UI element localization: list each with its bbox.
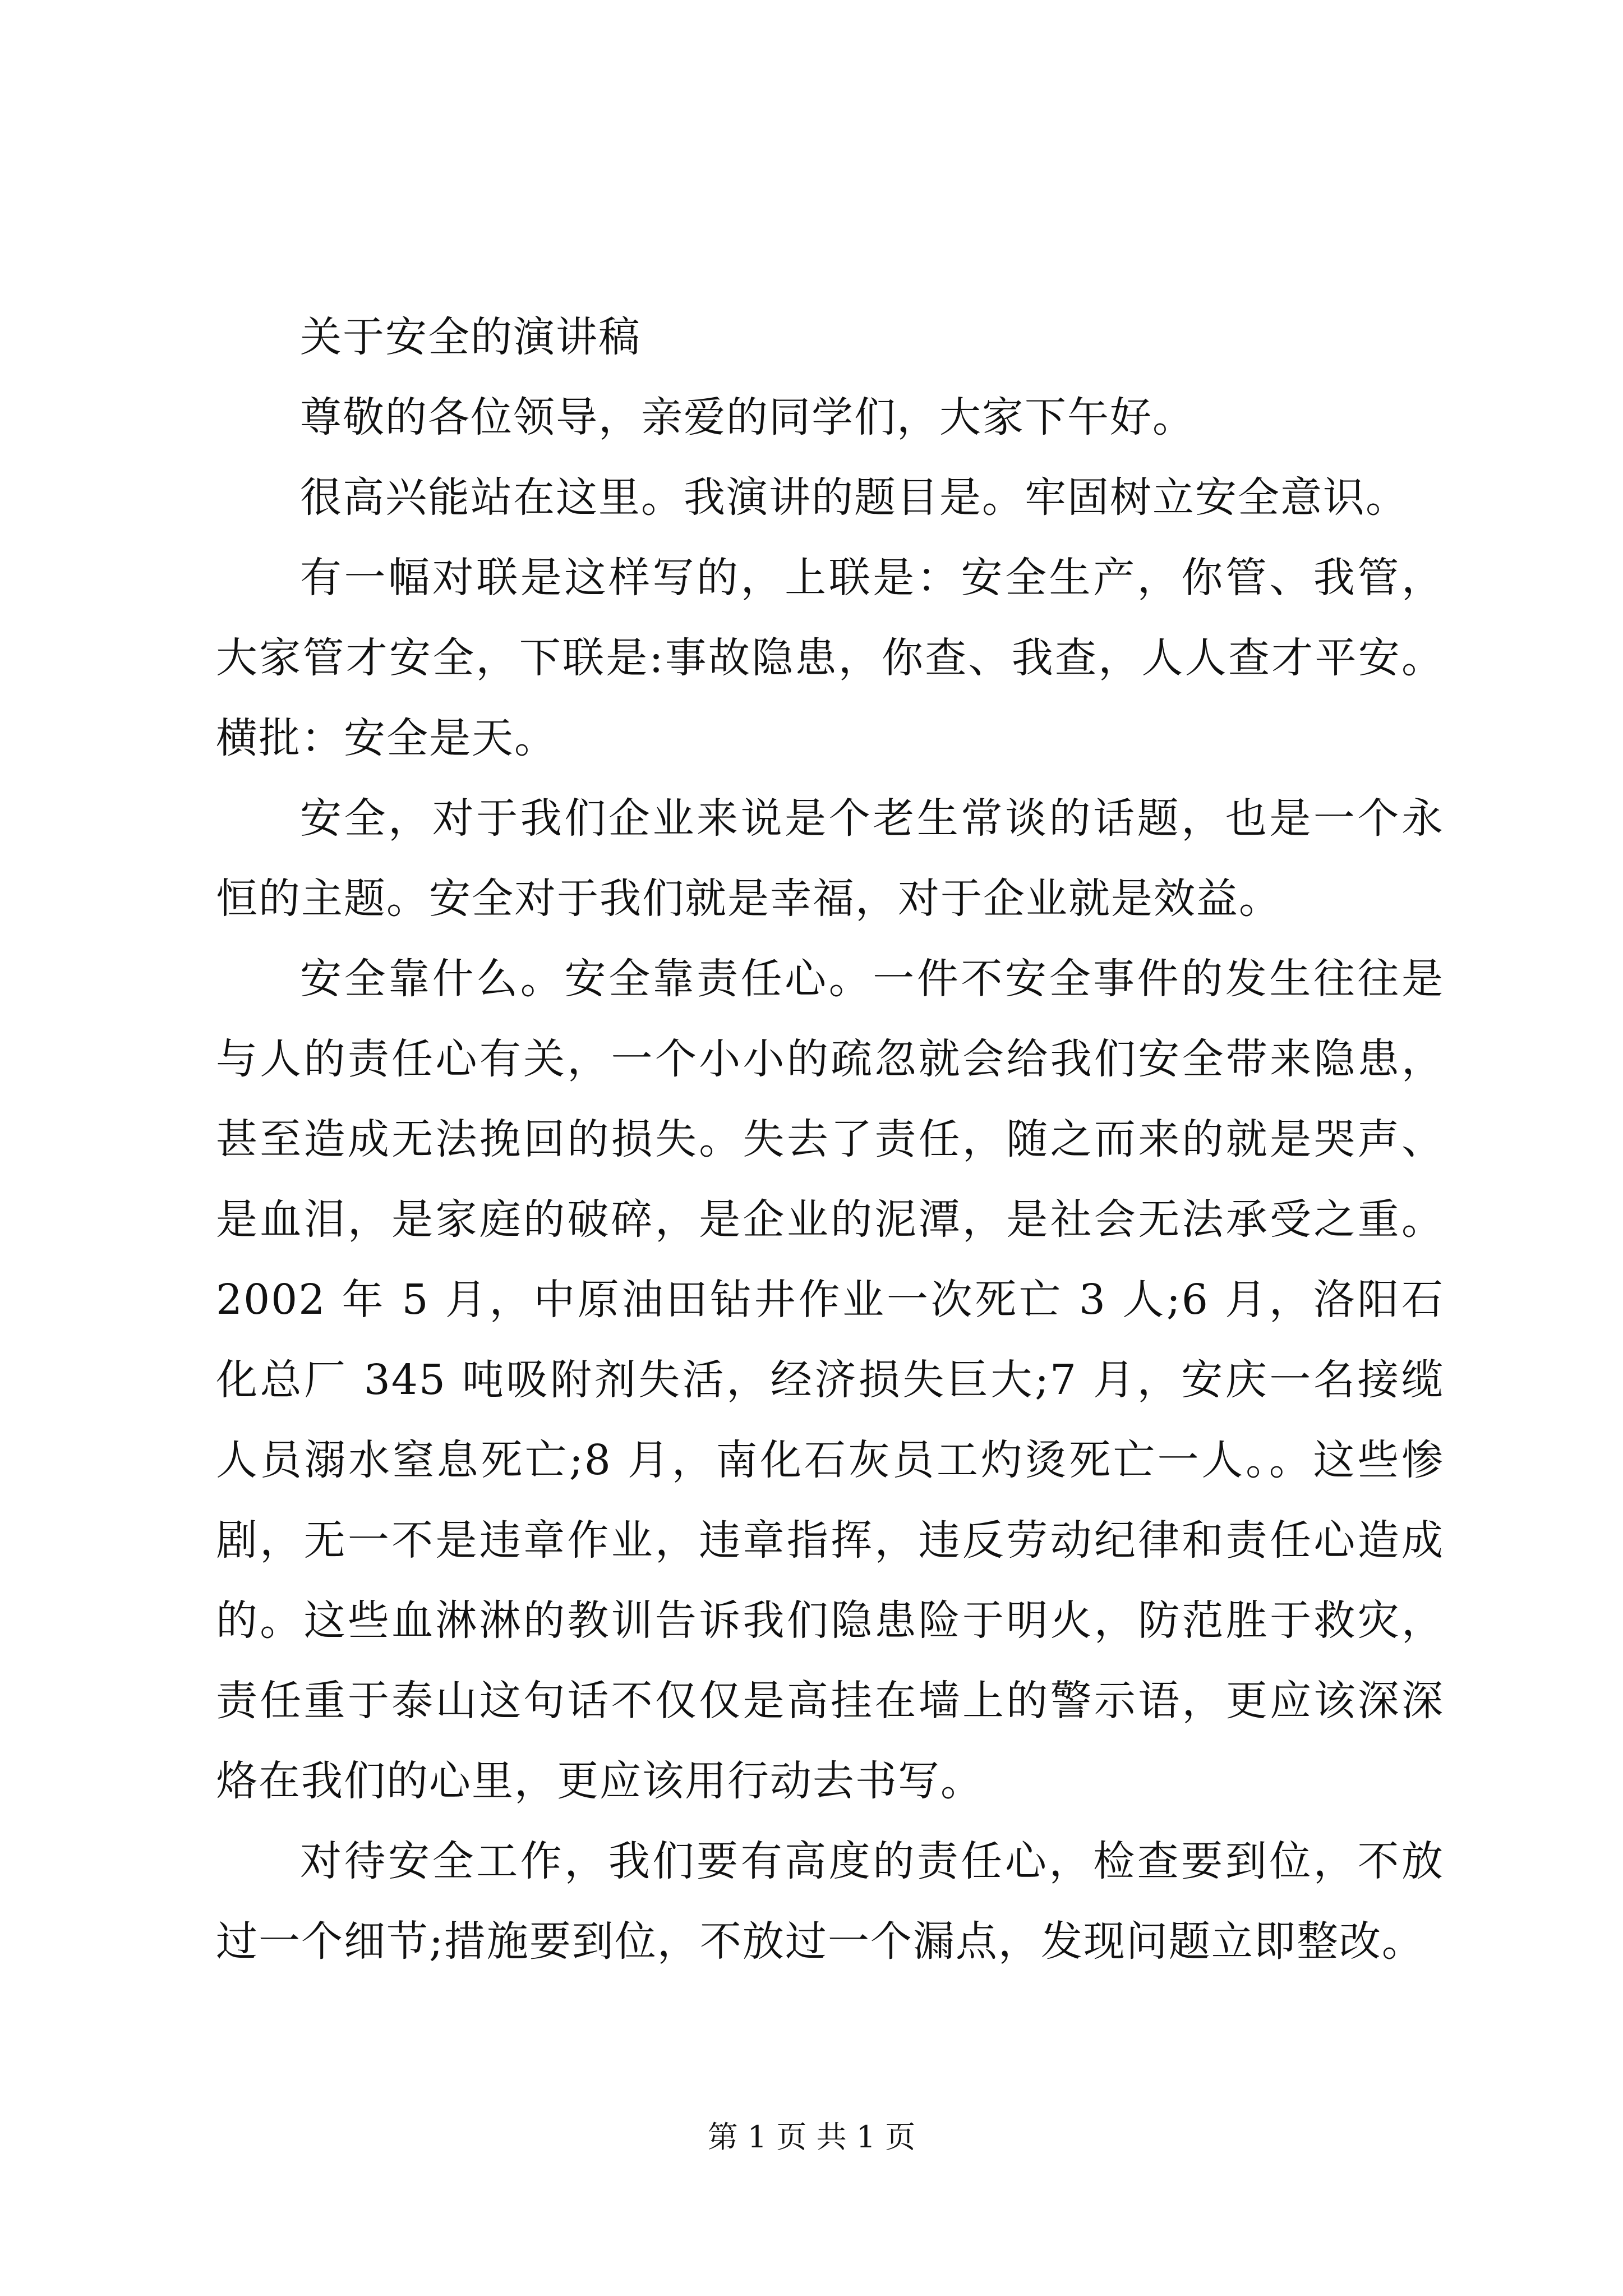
document-title: 关于安全的演讲稿 (300, 313, 641, 361)
page-number: 第 1 页 共 1 页 (707, 2119, 916, 2155)
paragraph-couplet: 有一幅对联是这样写的，上联是：安全生产，你管、我管，大家管才安全，下联是:事故隐患，你查、我查，人人查才平安。横批：安全是天。 (216, 554, 1444, 762)
page-footer (0, 2118, 1623, 2157)
document-body (216, 297, 1444, 1982)
paragraph-safety-work: 对待安全工作，我们要有高度的责任心，检查要到位，不放过一个细节;措施要到位，不放过一个漏点，发现问题立即整改。 (216, 1837, 1444, 1966)
paragraph-responsibility: 安全靠什么。安全靠责任心。一件不安全事件的发生往往是与人的责任心有关，一个小小的疏忽就会给我们安全带来隐患，甚至造成无法挽回的损失。失去了责任，随之而来的就是哭声、是血泪，是家庭的破碎，是企业的泥潭，是社会无法承受之重。2002 年 5 月，中原油田钻井作业一次死亡 3 人;6 月，洛阳石化总厂 345 吨吸附剂失活，经济损失巨大;7 月，安庆一名接缆人员溺水窒息死亡;8 月，南化石灰员工灼烫死亡一人。。这些惨剧，无一不是违章作业，违章指挥，违反劳动纪律和责任心造成的。这些血淋淋的教训告诉我们隐患险于明火，防范胜于救灾，责任重于泰山这句话不仅仅是高挂在墙上的警示语，更应该深深烙在我们的心里，更应该用行动去书写。 (216, 955, 1444, 1805)
paragraph-greeting: 尊敬的各位领导，亲爱的同学们，大家下午好。 (300, 393, 1195, 441)
paragraph-safety-theme: 安全，对于我们企业来说是个老生常谈的话题，也是一个永恒的主题。安全对于我们就是幸福，对于企业就是效益。 (216, 794, 1444, 923)
paragraph-topic: 很高兴能站在这里。我演讲的题目是。牢固树立安全意识。 (300, 473, 1408, 522)
